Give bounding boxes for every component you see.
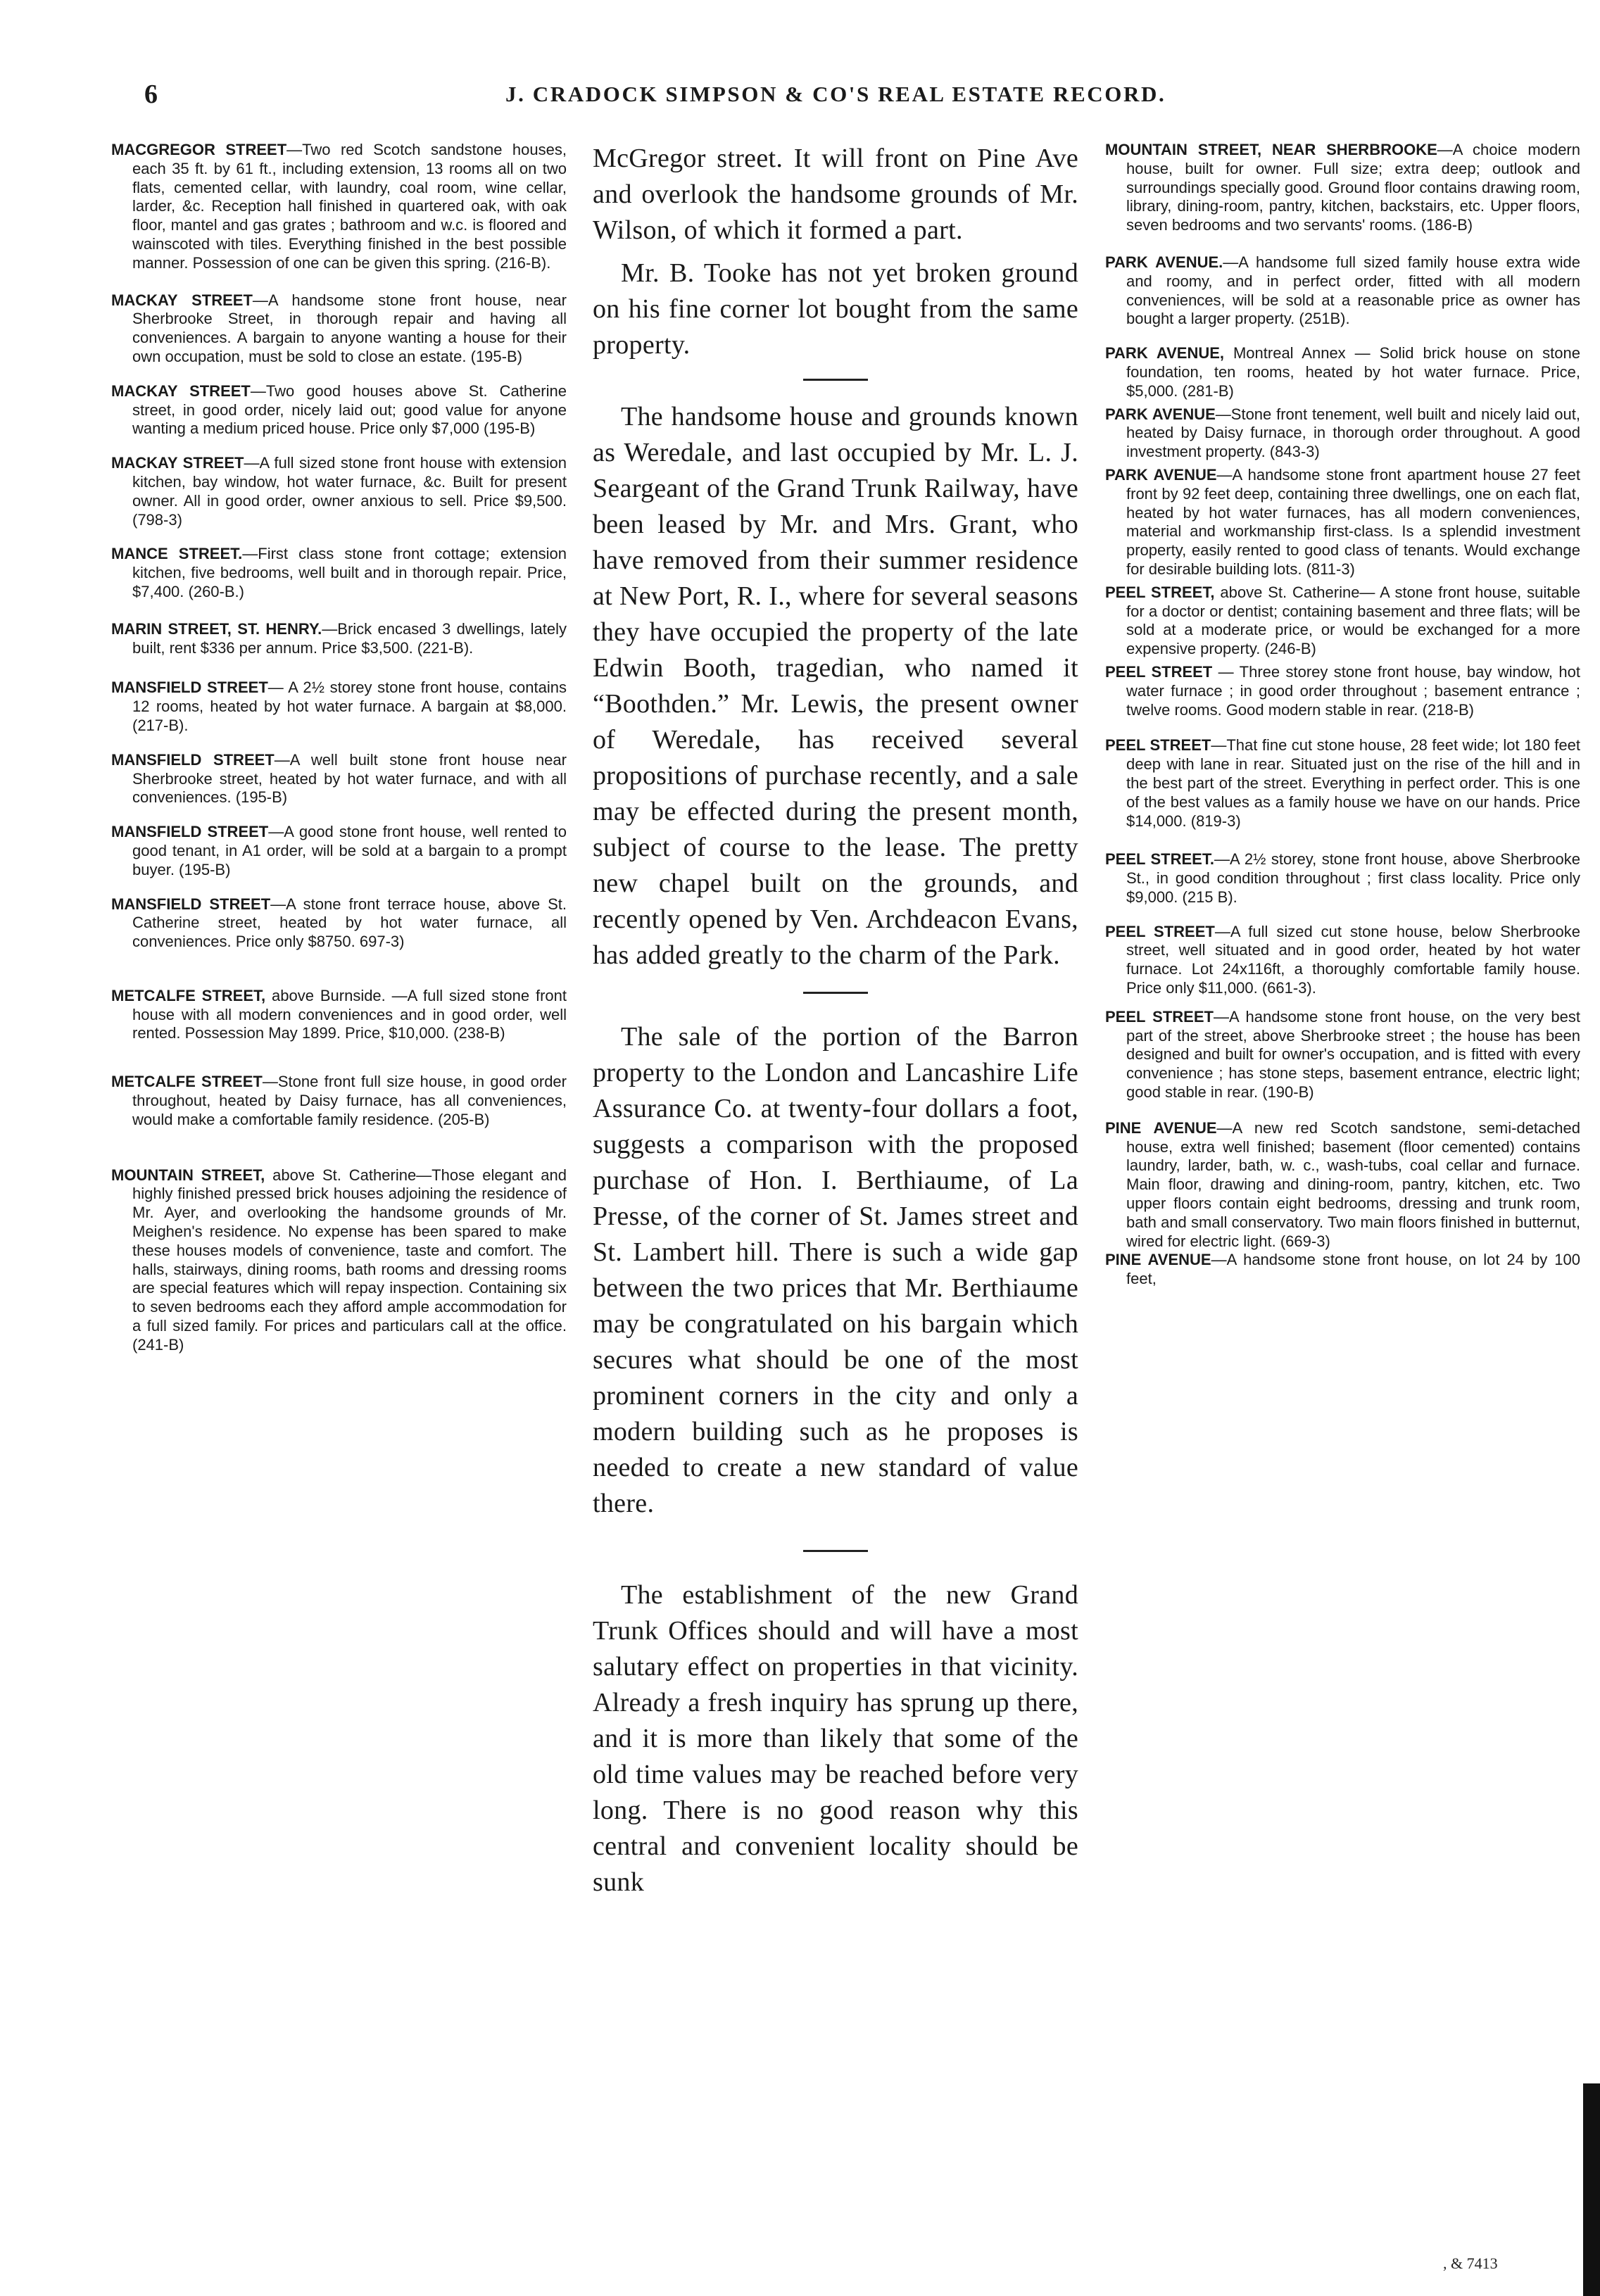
listing-heading: PEEL STREET. xyxy=(1105,850,1214,869)
listing-text: —A handsome stone front house, on the very best part of the street, above Sherbrooke street ; the house has been designed and built for owner's occupation, and is fitted with every convenience ; has stone steps, basement entrance, electric light; good stable in rear. (190-B) xyxy=(1126,1007,1580,1102)
listing-text: —A 2½ storey, stone front house, above Sherbrooke St., in good condition throughout ; first class locality. Price only $9,000. (215 B). xyxy=(1126,850,1581,906)
listing xyxy=(111,823,567,879)
listing-text: —That fine cut stone house, 28 feet wide; lot 180 feet deep with lane in rear. Situated just on the rise of the hill and in the best part of the street. Everything in perfect order. This is one of the best values as a family house we have on our hands. Price $14,000. (819-3) xyxy=(1126,736,1580,830)
listing xyxy=(1105,466,1580,579)
listing-text: —Stone front tenement, well built and nicely laid out, heated by Daisy furnace, in thorough order throughout. A good investment property. (843-3) xyxy=(1126,405,1580,461)
listing xyxy=(1105,923,1580,998)
listing-heading: MANSFIELD STREET xyxy=(111,823,269,841)
article-column xyxy=(593,141,1078,1900)
listing-text: —A handsome stone front apartment house 27 feet front by 92 feet deep, containing three dwellings, one on each flat, heated by hot water furnaces, has all modern conveniences, material and workmanship first-class. Is a splendid investment property, easily rented to good class of tenants. Would exchange for desirable building lots. (811-3) xyxy=(1126,465,1580,578)
listing xyxy=(111,620,567,658)
listing-text: — A 2½ storey stone front house, contains 12 rooms, heated by hot water furnace. A bargain at $8,000. (217-B). xyxy=(132,679,567,734)
listing-text: Montreal Annex — Solid brick house on stone foundation, ten rooms, heated by hot water furnace. Price, $5,000. (281-B) xyxy=(1126,344,1580,400)
listing-heading: PARK AVENUE xyxy=(1105,405,1216,423)
section-rule xyxy=(803,1550,868,1552)
article-paragraph: Mr. B. Tooke has not yet broken ground on his fine corner lot bought from the same property. xyxy=(593,258,1078,360)
listing-heading: MARIN STREET, ST. HENRY. xyxy=(111,619,322,638)
listing-heading: PEEL STREET xyxy=(1105,736,1211,755)
running-title: J. CRADOCK SIMPSON & CO'S REAL ESTATE RECORD. xyxy=(505,82,1166,106)
listing-heading: PINE AVENUE xyxy=(1105,1251,1211,1269)
listing-text: above St. Catherine— A stone front house, suitable for a doctor or dentist; containing basement and three flats; will be sold at a moderate price, or would be exchanged for a more expensive property. (246-B) xyxy=(1126,583,1580,658)
listing xyxy=(1105,405,1580,462)
listing-heading: MACKAY STREET xyxy=(111,291,253,309)
listing-heading: PEEL STREET xyxy=(1105,662,1213,681)
listing-heading: MACKAY STREET xyxy=(111,454,244,472)
article-paragraph: McGregor street. It will front on Pine Ave and overlook the handsome grounds of Mr. Wilson, of which it formed a part. xyxy=(593,144,1078,245)
listing xyxy=(1105,141,1580,235)
listing-heading: METCALFE STREET xyxy=(111,1073,263,1091)
listing-text: above Burnside. —A full sized stone front house with all modern conveniences and in good order, well rented. Possession May 1899. Price, $10,000. (238-B) xyxy=(132,986,567,1042)
listing xyxy=(111,679,567,735)
listing xyxy=(111,141,567,273)
listing-heading: METCALFE STREET, xyxy=(111,986,266,1004)
listing-text: —A full sized cut stone house, below Sherbrooke street, well situated and in good order, heated by hot water furnace. Lot 24x116ft, a thoroughly comfortable family house. Price only $11,000. (661-3). xyxy=(1126,922,1580,997)
listing-heading: MACKAY STREET xyxy=(111,381,251,400)
listing-heading: MOUNTAIN STREET, NEAR SHERBROOKE xyxy=(1105,141,1437,158)
listing-heading: MANSFIELD STREET xyxy=(111,895,271,913)
listing xyxy=(1105,663,1580,719)
listing-text: —Stone front full size house, in good order throughout, heated by Daisy furnace, has all conveniences, would make a comfortable family residence. (205-B) xyxy=(132,1073,567,1128)
listing xyxy=(111,751,567,807)
listing xyxy=(1105,253,1580,329)
listing-text: —A good stone front house, well rented to good tenant, in A1 order, will be sold at a bargain to a prompt buyer. (195-B) xyxy=(132,823,567,878)
listing xyxy=(1105,1119,1580,1251)
listing xyxy=(111,545,567,601)
listing-text: —Brick encased 3 dwellings, lately built, rent $336 per annum. Price $3,500. (221-B). xyxy=(132,619,567,657)
listing-text: —First class stone front cottage; extension kitchen, five bedrooms, well built and in thorough repair. Price, $7,400. (260-B.) xyxy=(132,545,567,600)
listing-heading: PARK AVENUE, xyxy=(1105,344,1225,362)
listing xyxy=(1105,850,1580,907)
listing xyxy=(111,382,567,439)
listing-heading: PINE AVENUE xyxy=(1105,1118,1217,1137)
listing-text: —A handsome stone front house, on lot 24 by 100 feet, xyxy=(1126,1251,1580,1288)
listing xyxy=(1105,1008,1580,1102)
listing-text: —A handsome stone front house, near Sherbrooke Street, in thorough repair and having all conveniences. A bargain to anyone wanting a house for their own occupation, must be sold to close an estate. (195-B) xyxy=(132,291,567,365)
listing xyxy=(111,895,567,952)
listing-heading: PARK AVENUE xyxy=(1105,465,1217,484)
listing-text: —Two good houses above St. Catherine street, in good order, nicely laid out; good value for anyone wanting a medium priced house. Price only $7,000 (195-B) xyxy=(132,381,567,438)
article-paragraph: The handsome house and grounds known as Weredale, and last occupied by Mr. L. J. Seargeant of the Grand Trunk Railway, have been leased by Mr. and Mrs. Grant, who have removed from their summer residence at New Port, R. I., where for several seasons they have occupied the property of the late Edwin Booth, tragedian, who named it “Boothden.” Mr. Lewis, the present owner of Weredale, has received several propositions of purchase recently, and a sale may be effected during the present month, subject of course to the lease. The pretty new chapel built on the grounds, and recently opened by Ven. Archdeacon Evans, has added greatly to the charm of the Park. xyxy=(593,402,1078,970)
listing-text: —A stone front terrace house, above St. Catherine street, heated by hot water furnace, all conveniences. Price only $8750. 697-3) xyxy=(132,895,567,951)
listing-heading: PEEL STREET, xyxy=(1105,583,1215,601)
listing-heading: MACGREGOR STREET xyxy=(111,141,287,158)
listing-text: —A well built stone front house near Sherbrooke street, heated by hot water furnace, and with all conveniences. (195-B) xyxy=(132,750,567,807)
listing-text: —Two red Scotch sandstone houses, each 35 ft. by 61 ft., including extension, 13 rooms all on two flats, cemented cellar, with laundry, coal room, wine cellar, larder, &c. Reception hall finished in quartered oak, with oak floor, mantel and gas grates ; bathroom and w.c. is floored and wainscoted with tiles. Everything finished in the best possible manner. Possession of one can be given this spring. (216-B). xyxy=(132,141,567,272)
section-rule xyxy=(803,379,868,381)
article-paragraph: The sale of the portion of the Barron property to the London and Lancashire Life Assurance Co. at twenty-four dollars a foot, suggests a comparison with the proposed purchase of Hon. I. Berthiaume, of La Presse, of the corner of St. James street and St. Lambert hill. There is such a wide gap between the two prices that Mr. Berthiaume may be congratulated on his bargain which secures what should be one of the most prominent corners in the city and only a modern building such as he proposes is needed to create a new standard of value there. xyxy=(593,1022,1078,1518)
listing xyxy=(1105,584,1580,659)
right-column xyxy=(1105,141,1580,1289)
left-column xyxy=(111,141,567,1355)
running-header xyxy=(0,79,1600,121)
article-paragraph: The establishment of the new Grand Trunk Offices should and will have a most salutary effect on properties in that vicinity. Already a fresh inquiry has sprung up there, and it is more than likely that some of the old time values may be reached before very long. There is no good reason why this central and convenient locality should be sunk xyxy=(593,1580,1078,1897)
listing xyxy=(111,454,567,529)
listing xyxy=(111,987,567,1043)
section-rule xyxy=(803,992,868,994)
listing-text: above St. Catherine—Those elegant and highly finished pressed brick houses adjoining the residence of Mr. Ayer, and overlooking the handsome grounds of Mr. Meighen's residence. No expense has been spared to make these houses models of convenience, taste and comfort. The halls, stairways, dining rooms, bath rooms and dressing rooms are special features which will repay inspection. Containing six to seven bedrooms each they afford ample accommodation for a full sized family. For prices and particulars call at the office. (241-B) xyxy=(132,1166,567,1354)
listing xyxy=(111,1073,567,1129)
listing-text: —A new red Scotch sandstone, semi-detached house, extra well finished; basement (floor cemented) contains laundry, larder, bath, w. c., wash-tubs, coal cellar and furnace. Main floor, drawing and dining-room, pantry, kitchen, etc. Two upper floors contain eight bedrooms, dressing and trunk room, bath and small conservatory. Two main floors finished in butternut, wired for electric light. (669-3) xyxy=(1126,1118,1580,1250)
listing-text: —A choice modern house, built for owner. Full size; extra deep; outlook and surroundings specially good. Ground floor contains drawing room, library, dining-room, pantry, kitchen, backstairs, etc. Upper floors, seven bedrooms and two servants' rooms. (186-B) xyxy=(1126,141,1580,234)
listing-heading: MANSFIELD STREET xyxy=(111,679,268,697)
listing xyxy=(111,291,567,367)
listing-text: — Three storey stone front house, bay window, hot water furnace ; in good order throughout ; basement entrance ; twelve rooms. Good modern stable in rear. (218-B) xyxy=(1126,662,1580,719)
printer-mark: , & 7413 xyxy=(1443,2254,1498,2272)
listing xyxy=(1105,736,1580,831)
listing-heading: MANCE STREET. xyxy=(111,545,243,563)
listing xyxy=(111,1166,567,1355)
page-number: 6 xyxy=(144,80,158,109)
listing-heading: PEEL STREET xyxy=(1105,1007,1214,1026)
listing-text: —A handsome full sized family house extra wide and roomy, and in perfect order, fitted with all modern conveniences, will be sold at a reasonable price as owner has bought a larger property. (251B). xyxy=(1126,253,1580,328)
binding-edge-shadow xyxy=(1583,2083,1600,2296)
listing xyxy=(1105,1251,1580,1289)
listing xyxy=(1105,344,1580,400)
listing-heading: MOUNTAIN STREET, xyxy=(111,1166,265,1184)
listing-text: —A full sized stone front house with extension kitchen, bay window, hot water furnace, &c. Built for present owner. All in good order, owner anxious to sell. Price $9,500. (798-3) xyxy=(132,454,567,529)
listing-heading: PARK AVENUE. xyxy=(1105,253,1223,271)
listing-heading: PEEL STREET xyxy=(1105,922,1215,940)
listing-heading: MANSFIELD STREET xyxy=(111,750,275,769)
